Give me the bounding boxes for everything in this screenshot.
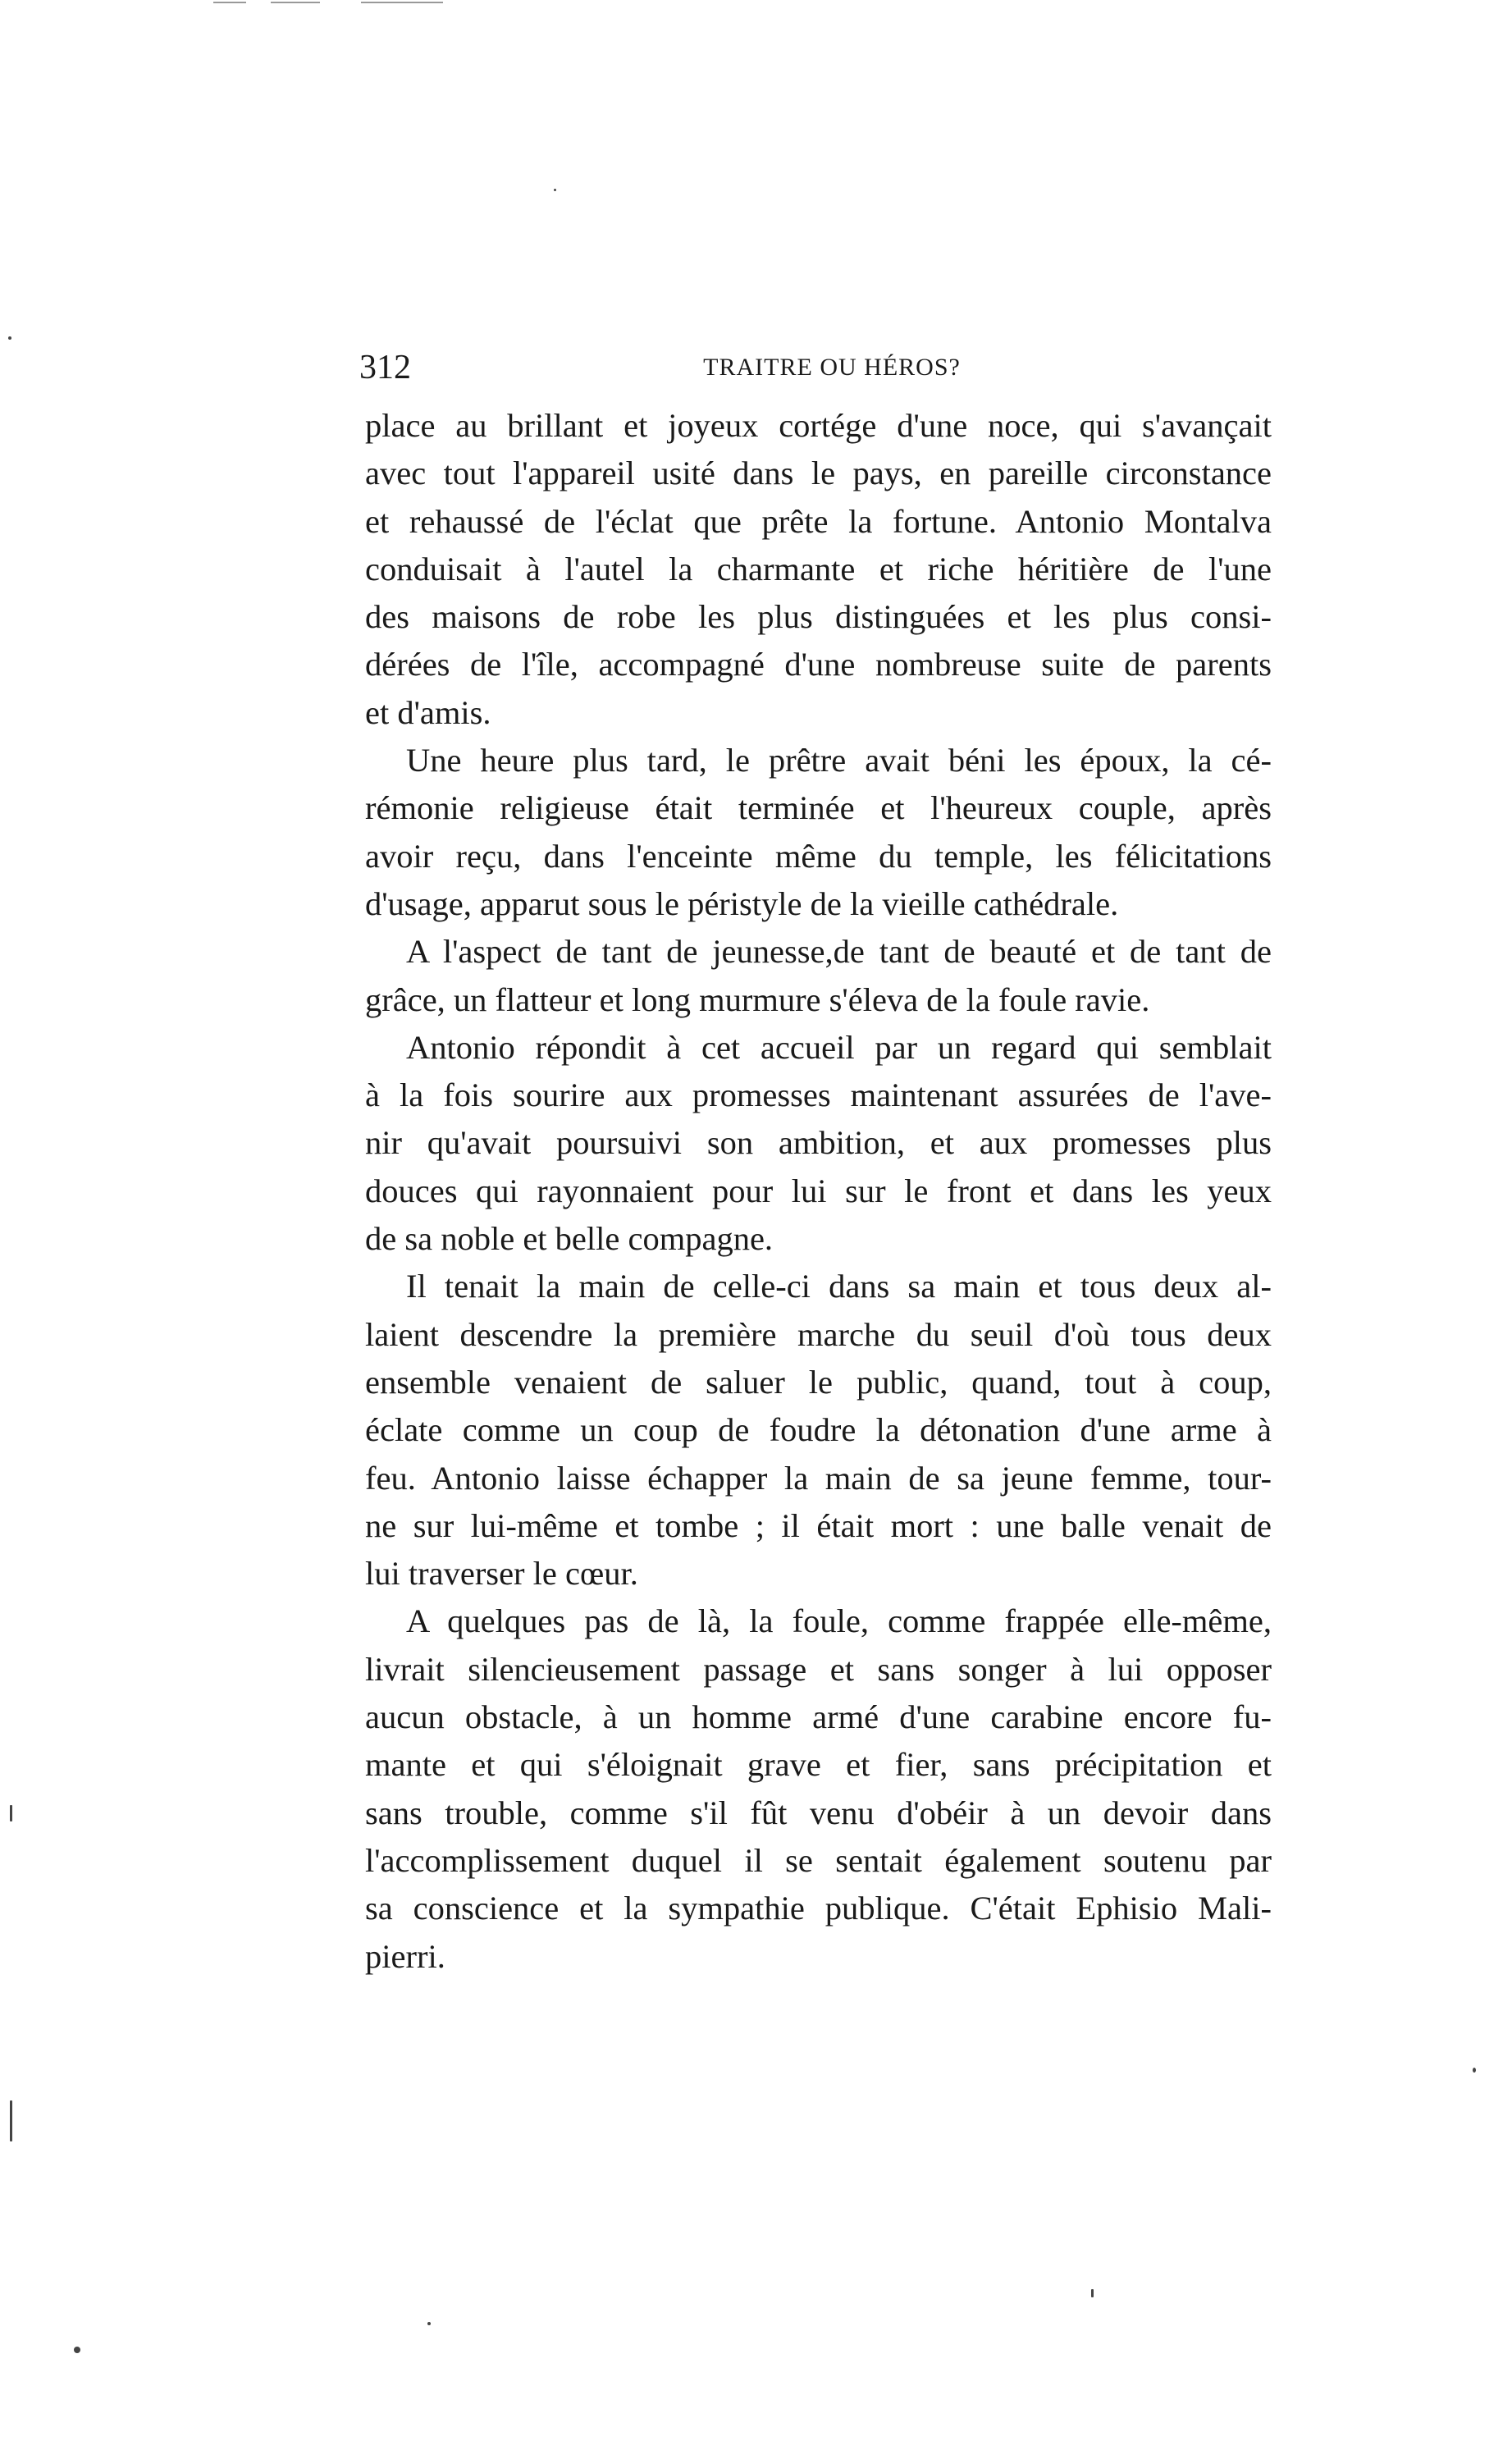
text-line: Antonio répondit à cet accueil par un regard qui semblait: [406, 1028, 1272, 1066]
text-line: pierri.: [365, 1937, 445, 1975]
text-line: dérées de l'île, accompagné d'une nombreuse suite de parents: [365, 646, 1272, 683]
text-line: livrait silencieusement passage et sans songer à lui opposer: [365, 1650, 1272, 1688]
text-line: A quelques pas de là, la foule, comme frappée elle-même,: [406, 1602, 1272, 1640]
scan-artifact-rule: [271, 2, 320, 3]
text-line: avec tout l'appareil usité dans le pays, en pareille circonstance: [365, 455, 1272, 492]
text-line: rémonie religieuse était terminée et l'heureux couple, après: [365, 789, 1272, 827]
text-line: Une heure plus tard, le prêtre avait béni les époux, la cé-: [406, 742, 1272, 779]
text-line: place au brillant et joyeux cortége d'une noce, qui s'avançait: [365, 407, 1272, 444]
text-line: lui traverser le cœur.: [365, 1555, 638, 1593]
page-header: [359, 343, 1272, 392]
text-line: l'accomplissement duquel il se sentait également soutenu par: [365, 1841, 1272, 1879]
text-line: sa conscience et la sympathie publique. C'était Ephisio Mali-: [365, 1890, 1272, 1927]
scan-speck: [10, 2100, 12, 2141]
text-line: à la fois sourire aux promesses maintenant assurées de l'ave-: [365, 1076, 1272, 1114]
scan-artifact-rule: [213, 2, 246, 3]
text-line: aucun obstacle, à un homme armé d'une carabine encore fu-: [365, 1698, 1272, 1736]
text-line: nir qu'avait poursuivi son ambition, et aux promesses plus: [365, 1124, 1272, 1162]
text-line: d'usage, apparut sous le péristyle de la vieille cathédrale.: [365, 884, 1119, 922]
scan-speck: [1473, 2068, 1476, 2073]
scan-speck: [1091, 2289, 1094, 2297]
page-number: 312: [359, 349, 411, 386]
text-line: des maisons de robe les plus distinguées et les plus consi-: [365, 598, 1272, 636]
scan-artifact-rule: [361, 2, 443, 3]
text-line: avoir reçu, dans l'enceinte même du temple, les félicitations: [365, 837, 1272, 875]
text-line: éclate comme un coup de foudre la détonation d'une arme à: [365, 1411, 1272, 1449]
text-line: et rehaussé de l'éclat que prête la fortune. Antonio Montalva: [365, 502, 1272, 540]
text-line: ensemble venaient de saluer le public, quand, tout à coup,: [365, 1363, 1272, 1401]
text-line: sans trouble, comme s'il fût venu d'obéir à un devoir dans: [365, 1794, 1272, 1831]
scan-speck: [427, 2322, 431, 2325]
scan-speck: [10, 1805, 12, 1821]
scan-speck: [8, 336, 11, 340]
text-line: laient descendre la première marche du seuil d'où tous deux: [365, 1315, 1272, 1353]
text-line: A l'aspect de tant de jeunesse,de tant de beauté et de tant de: [406, 933, 1272, 971]
scan-speck: [554, 189, 556, 191]
scan-speck: [74, 2347, 80, 2353]
text-line: et d'amis.: [365, 693, 491, 731]
text-line: grâce, un flatteur et long murmure s'éleva de la foule ravie.: [365, 980, 1150, 1018]
text-line: mante et qui s'éloignait grave et fier, sans précipitation et: [365, 1746, 1272, 1784]
text-line: feu. Antonio laisse échapper la main de sa jeune femme, tour-: [365, 1459, 1272, 1497]
text-line: Il tenait la main de celle-ci dans sa main et tous deux al-: [406, 1268, 1272, 1305]
text-line: conduisait à l'autel la charmante et riche héritière de l'une: [365, 550, 1272, 587]
running-title: TRAITRE OU HÉROS?: [703, 354, 961, 381]
body-text: [365, 402, 1272, 1981]
text-line: ne sur lui-même et tombe ; il était mort : une balle venait de: [365, 1506, 1272, 1544]
text-line: de sa noble et belle compagne.: [365, 1220, 774, 1258]
text-line: douces qui rayonnaient pour lui sur le front et dans les yeux: [365, 1172, 1272, 1209]
